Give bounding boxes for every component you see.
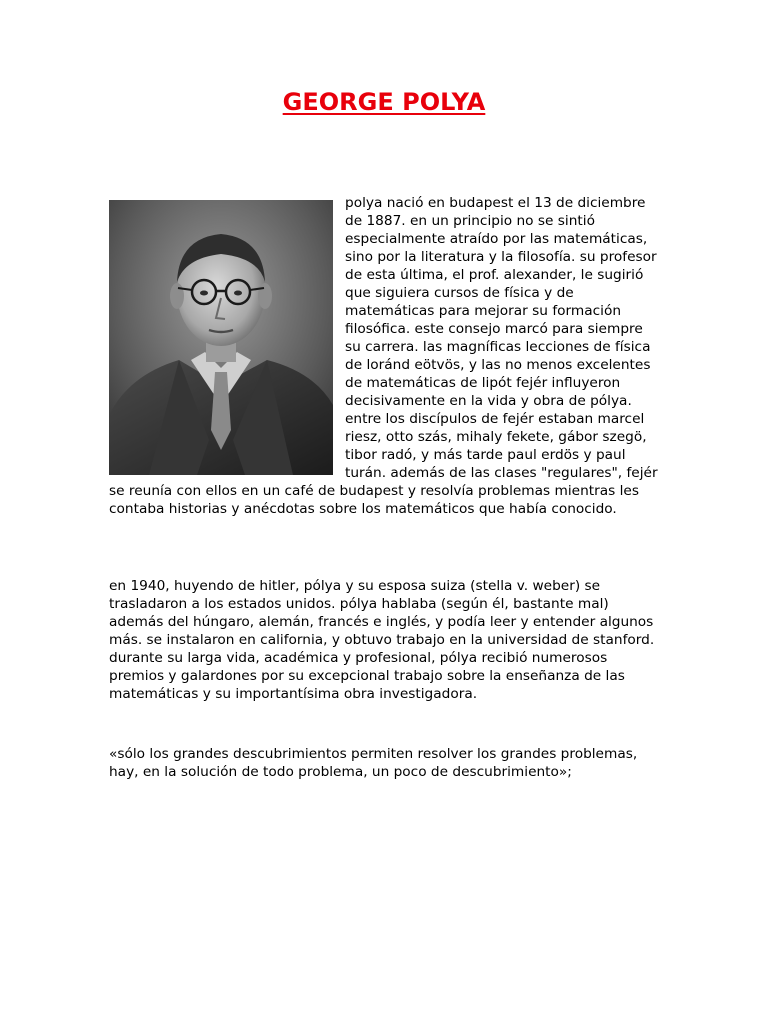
title-text: GEORGE POLYA <box>282 88 486 116</box>
portrait-photo <box>109 200 333 475</box>
paragraph-emigration: en 1940, huyendo de hitler, pólya y su esposa suiza (stella v. weber) se trasladaron a los estados unidos. pólya hablaba (según él, bastante mal) además del húngaro, alemán, francés e inglés, y podía leer y entender algunos más. se instalaron en california, y obtuvo trabajo en la universidad de stanford. durante su larga vida, académica y profesional, pólya recibió numerosos premios y galardones por su excepcional trabajo sobre la enseñanza de las matemáticas y su importantísima obra investigadora. <box>109 578 655 702</box>
page-title <box>0 86 768 118</box>
paragraph-biography <box>109 194 661 518</box>
paragraph-biography-text: polya nació en budapest el 13 de diciembre de 1887. en un principio no se sintió especialmente atraído por las matemáticas, sino por la literatura y la filosofía. su profesor de esta última, el prof. alexander, le sugirió que siguiera cursos de física y de matemáticas para mejorar su formación filosófica. este consejo marcó para siempre su carrera. las magníficas lecciones de física de loránd eötvös, y las no menos excelentes de matemáticas de lipót fejér influyeron decisivamente en la vida y obra de pólya. entre los discípulos de fejér estaban marcel riesz, otto szás, mihaly fekete, gábor szegö, tibor radó, y más tarde paul erdös y paul turán. además de las clases "regulares", fejér se reunía con ellos en un café de budapest y resolvía problemas mientras les contaba historias y anécdotas sobre los matemáticos que había conocido. <box>109 195 658 517</box>
paragraph-quote: «sólo los grandes descubrimientos permiten resolver los grandes problemas, hay, en la solución de todo problema, un poco de descubrimiento»; <box>109 746 638 780</box>
